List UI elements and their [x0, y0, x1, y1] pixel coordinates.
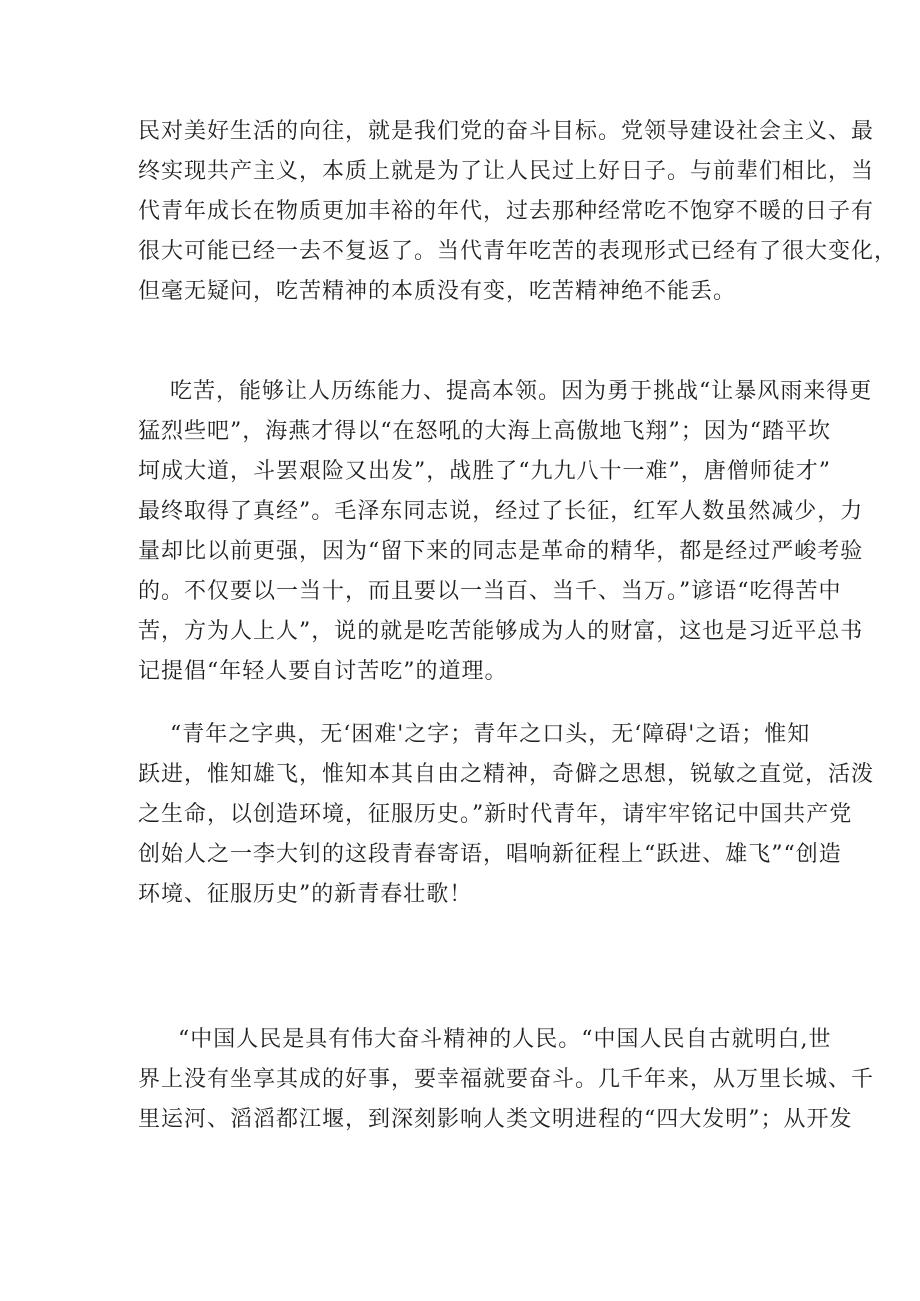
text-line: 很大可能已经一去不复返了。当代青年吃苦的表现形式已经有了很大变化， [138, 239, 898, 264]
text-line: 终实现共产主义，本质上就是为了让人民过上好日子。与前辈们相比，当 [138, 159, 875, 184]
text-line: 猛烈些吧”，海燕才得以“在怒吼的大海上高傲地飞翔”；因为“踏平坎 [138, 419, 831, 444]
paragraph-1 [138, 112, 898, 312]
text-line: 创始人之一李大钊的这段青春寄语，唱响新征程上“跃进、雄飞”“创造 [138, 842, 842, 867]
paragraph-3 [138, 715, 875, 915]
text-line: 量却比以前更强，因为“留下来的同志是革命的精华，都是经过严峻考验 [138, 539, 864, 564]
text-line: 吃苦，能够让人历练能力、提高本领。因为勇于挑战“让暴风雨来得更 [138, 379, 873, 404]
text-line: 最终取得了真经”。毛泽东同志说，经过了长征，红军人数虽然减少，力 [138, 499, 864, 524]
text-line: “青年之字典，无‘困难'之字；青年之口头，无‘障碍'之语；惟知 [138, 722, 811, 747]
text-line: 民对美好生活的向往，就是我们党的奋斗目标。党领导建设社会主义、最 [138, 119, 875, 144]
text-line: 里运河、滔滔都江堰，到深刻影响人类文明进程的“四大发明”；从开发 [138, 1107, 853, 1132]
text-line: 跃进，惟知雄飞，惟知本其自由之精神，奇僻之思想，锐敏之直觉，活泼 [138, 762, 875, 787]
text-line: 之生命，以创造环境，征服历史。”新时代青年，请牢牢铭记中国共产党 [138, 802, 853, 827]
paragraph-2 [138, 372, 873, 692]
text-line: 代青年成长在物质更加丰裕的年代，过去那种经常吃不饱穿不暖的日子有 [138, 199, 875, 224]
text-line: 界上没有坐享其成的好事，要幸福就要奋斗。几千年来，从万里长城、千 [138, 1067, 875, 1092]
text-line: 记提倡“年轻人要自讨苦吃”的道理。 [138, 659, 508, 684]
text-line: 但毫无疑问，吃苦精神的本质没有变，吃苦精神绝不能丢。 [138, 279, 737, 304]
text-line: 环境、征服历史”的新青春壮歌！ [138, 882, 473, 907]
text-line: 苦，方为人上人”，说的就是吃苦能够成为人的财富，这也是习近平总书 [138, 619, 864, 644]
text-line: 的。不仅要以一当十，而且要以一当百、当千、当万。”谚语“吃得苦中 [138, 579, 842, 604]
text-line: 坷成大道，斗罢艰险又出发”，战胜了“九九八十一难”，唐僧师徒才” [138, 459, 831, 484]
text-line: “中国人民是具有伟大奋斗精神的人民。“中国人民自古就明白,世 [138, 1027, 832, 1052]
paragraph-4 [138, 1020, 875, 1140]
